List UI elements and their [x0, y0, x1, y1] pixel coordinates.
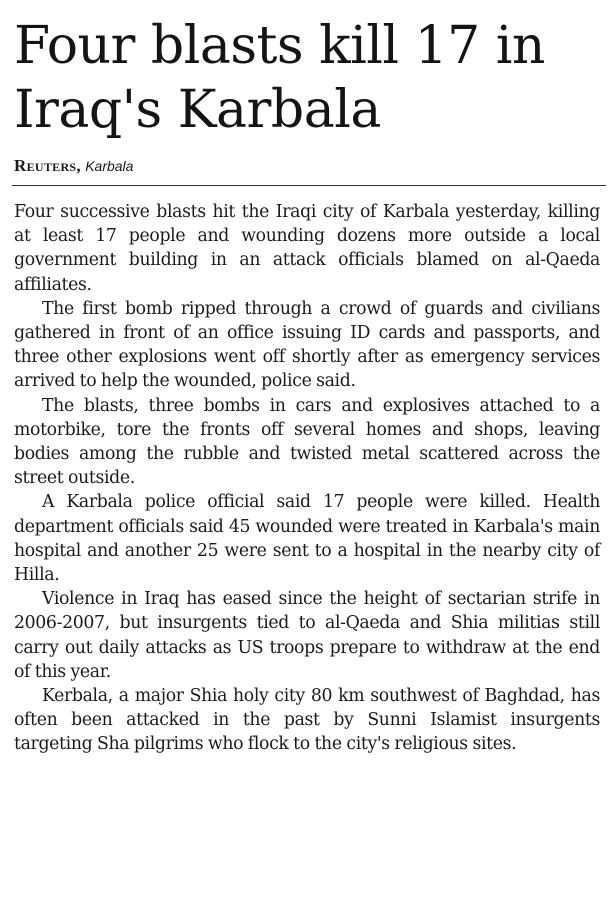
paragraph: Kerbala, a major Shia holy city 80 km southwest of Baghdad, has often been attacked in the past by Sunni Islamist insurgents targeting Sha pilgrims who flock to the city's religious sites. — [14, 686, 600, 755]
paragraph: Four successive blasts hit the Iraqi city of Karbala yesterday, killing at least 17 people and wounding dozens more outside a local government building in an attack officials blamed on al-Qaeda affiliates. — [14, 202, 600, 295]
dateline: Karbala — [85, 158, 134, 174]
divider — [12, 185, 606, 186]
paragraph: Violence in Iraq has eased since the height of sectarian strife in 2006-2007, but insurgents tied to al-Qaeda and Shia militias still carry out daily attacks as US troops prepare to withdraw at the end of this year. — [14, 589, 600, 682]
paragraph: The blasts, three bombs in cars and explosives attached to a motorbike, tore the fronts off several homes and shops, leaving bodies among the rubble and twisted metal scattered across the street outside. — [14, 395, 600, 489]
paragraph: The first bomb ripped through a crowd of guards and civilians gathered in front of an office issuing ID cards and passports, and three other explosions went off shortly after as emergency services arrived to help the wounded, police said. — [14, 298, 600, 392]
paragraph: A Karbala police official said 17 people were killed. Health department officials said 45 wounded were treated in Karbala's main hospital and another 25 were sent to a hospital in the nearby city of Hilla. — [14, 492, 600, 586]
headline: Four blasts kill 17 in Iraq's Karbala — [14, 16, 545, 140]
byline — [12, 156, 602, 176]
article-body — [12, 200, 602, 757]
news-agency: Reuters, — [14, 156, 81, 175]
